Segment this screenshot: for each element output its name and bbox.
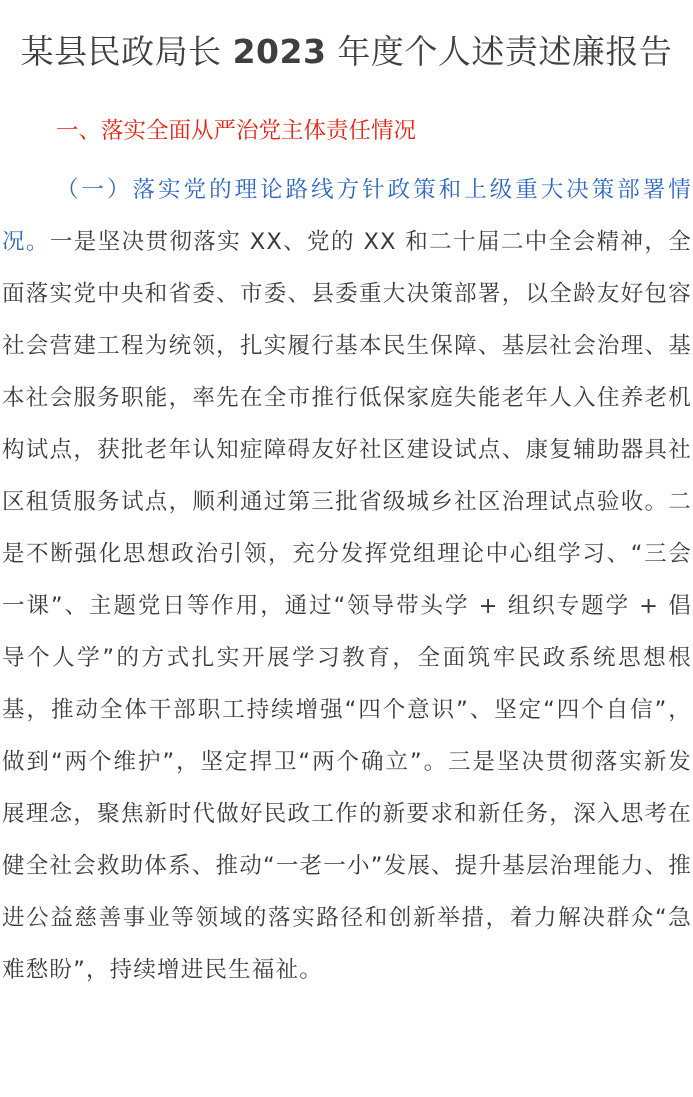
paragraph-body: 一是坚决贯彻落实 XX、党的 XX 和二十届二中全会精神，全面落实党中央和省委、市委、县委重大决策部署，以全龄友好包容社会营建工程为统领，扎实履行基本民生保障、基层社会治理、基本社会服务职能，率先在全市推行低保家庭失能老年人入住养老机构试点，获批老年认知症障碍友好社区建设试点、康复辅助器具社区租赁服务试点，顺利通过第三批省级城乡社区治理试点验收。二是不断强化思想政治引领，充分发挥党组理论中心组学习、“三会一课”、主题党日等作用，通过“领导带头学 + 组织专题学 + 倡导个人学”的方式扎实开展学习教育，全面筑牢民政系统思想根基，推动全体干部职工持续增强“四个意识”、坚定“四个自信”，做到“两个维护”，坚定捍卫“两个确立”。三是坚决贯彻落实新发展理念，聚焦新时代做好民政工作的新要求和新任务，深入思考在健全社会救助体系、推动“一老一小”发展、提升基层治理能力、推进公益慈善事业等领域的落实路径和创新举措，着力解决群众“急难愁盼”，持续增进民生福祉。 (2, 229, 692, 983)
subsection-heading: （一）落实党的理论路线方针政策和上级重大决策部署情况。 (2, 177, 692, 255)
title-suffix: 年度个人述责述廉报告 (337, 32, 673, 71)
title-year: 2023 (232, 32, 327, 71)
section-heading: 一、落实全面从严治党主体责任情况 (56, 118, 417, 144)
body-paragraph (2, 164, 692, 996)
document-title (0, 30, 693, 74)
title-prefix: 某县民政局长 (20, 32, 222, 71)
